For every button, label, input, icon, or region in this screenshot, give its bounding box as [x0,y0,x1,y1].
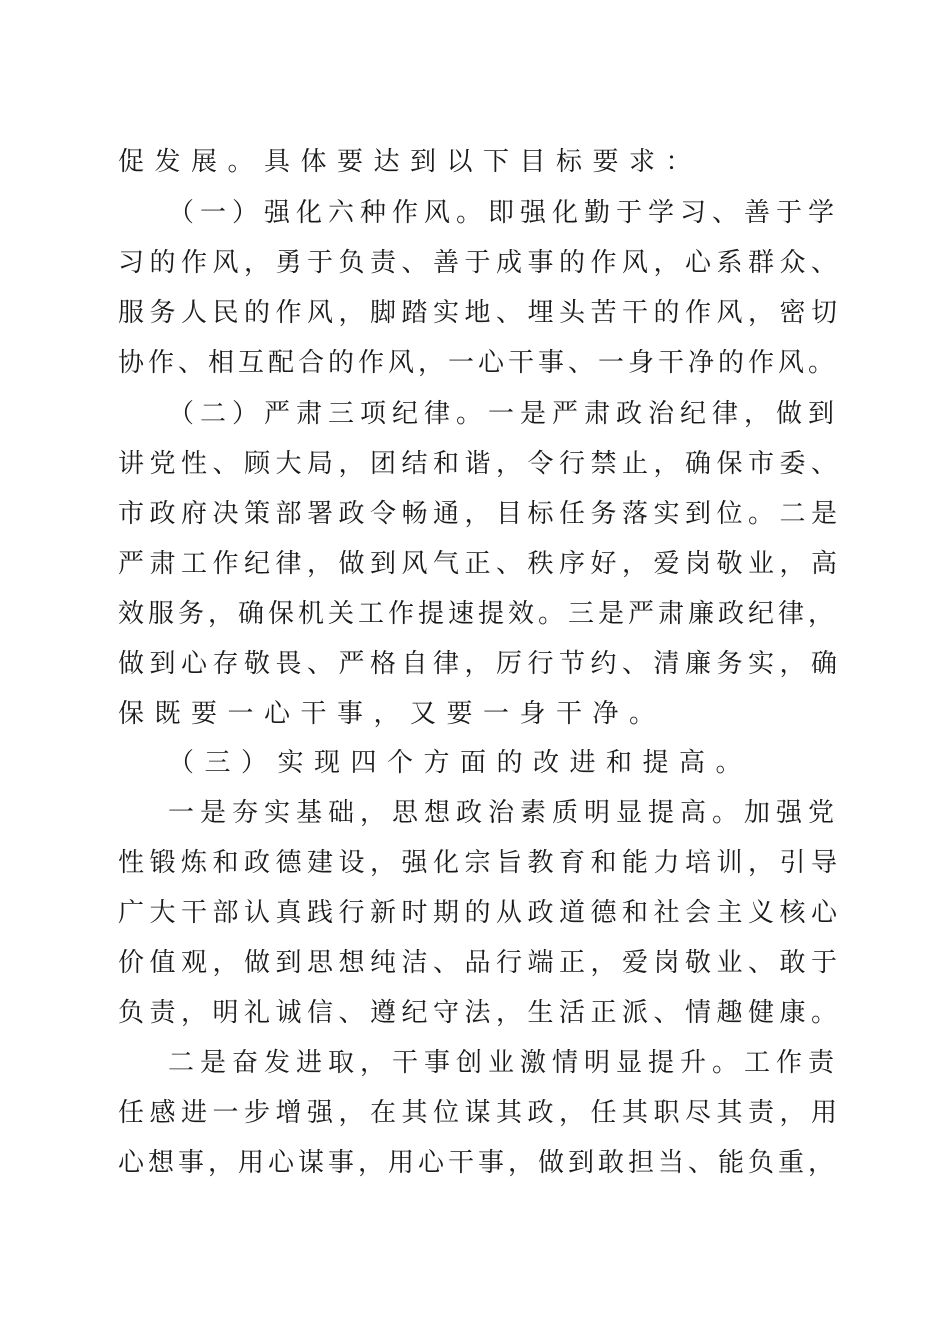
text-line: 讲党性、顾大局，团结和谐，令行禁止，确保市委、 [118,449,843,479]
text-line: 性锻炼和政德建设，强化宗旨教育和能力培训，引导 [118,848,843,878]
text-line: 协作、相互配合的作风，一心干事、一身干净的作风。 [118,348,839,378]
text-line: 做到心存敬畏、严格自律，厉行节约、清廉务实，确 [118,649,843,679]
text-line: （一）强化六种作风。即强化勤于学习、善于学 [168,198,841,228]
text-line: 心想事，用心谋事，用心干事，做到敢担当、能负重， [118,1148,839,1178]
text-line: 价值观，做到思想纯洁、品行端正，爱岗敬业、敢于 [118,948,843,978]
text-line: （二）严肃三项纪律。一是严肃政治纪律，做到 [168,399,841,429]
text-line: 一是夯实基础，思想政治素质明显提高。加强党 [168,798,841,828]
text-line: 促发展。具体要达到以下目标要求： [118,147,703,177]
text-line: 任感进一步增强，在其位谋其政，任其职尽其责，用 [118,1098,843,1128]
text-line: 市政府决策部署政令畅通，目标任务落实到位。二是 [118,499,843,529]
text-line: 二是奋发进取，干事创业激情明显提升。工作责 [168,1048,841,1078]
text-line: 广大干部认真践行新时期的从政道德和社会主义核心 [118,898,843,928]
text-line: 服务人民的作风，脚踏实地、埋头苦干的作风，密切 [118,298,843,328]
text-line: 保既要一心干事，又要一身干净。 [118,699,666,729]
text-line: 习的作风，勇于负责、善于成事的作风，心系群众、 [118,248,843,278]
text-line: 效服务，确保机关工作提速提效。三是严肃廉政纪律， [118,599,839,629]
text-line: 负责，明礼诚信、遵纪守法，生活正派、情趣健康。 [118,998,843,1028]
text-line: 严肃工作纪律，做到风气正、秩序好，爱岗敬业，高 [118,549,843,579]
text-line: （三）实现四个方面的改进和提高。 [168,748,753,778]
